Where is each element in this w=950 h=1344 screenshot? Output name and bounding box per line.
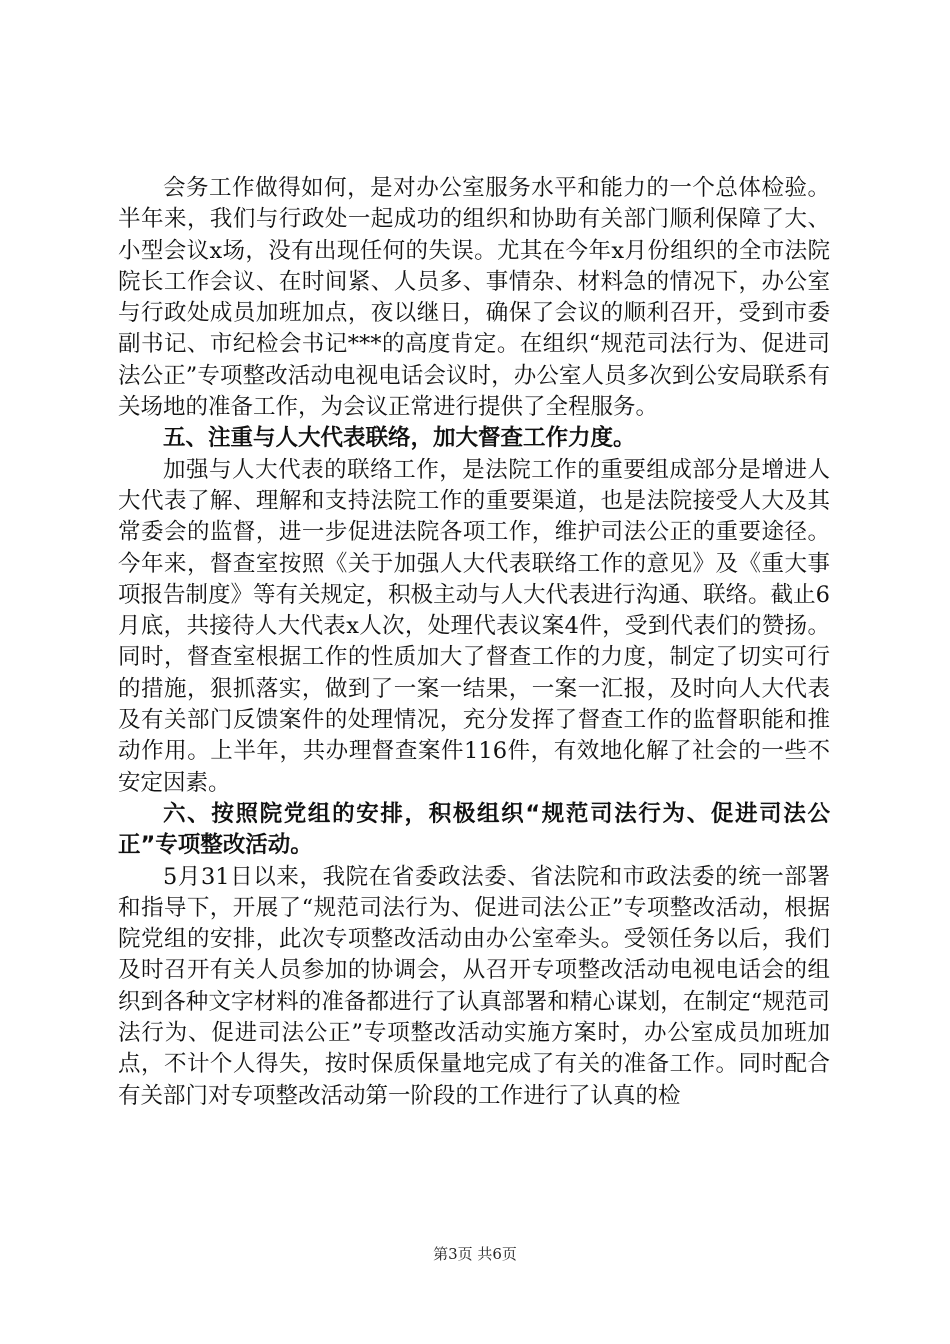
paragraph-rectification-campaign: 5月31日以来，我院在省委政法委、省法院和市政法委的统一部署和指导下，开展了“规范司法行为、促进司法公正”专项整改活动，根据院党组的安排，此次专项整改活动由办公室牵头。受领任务以后，我们及时召开有关人员参加的协调会，从召开专项整改活动电视电话会的组织到各种文字材料的准备都进行了认真部署和精心谋划，在制定“规范司法行为、促进司法公正”专项整改活动实施方案时，办公室成员加班加点，不计个人得失，按时保质保量地完成了有关的准备工作。同时配合有关部门对专项整改活动第一阶段的工作进行了认真的检 [118,863,830,1109]
paragraph-meeting-services: 会务工作做得如何，是对办公室服务水平和能力的一个总体检验。半年来，我们与行政处一起成功的组织和协助有关部门顺利保障了大、小型会议x场，没有出现任何的失误。尤其在今年x月份组织的全市法院院长工作会议、在时间紧、人员多、事情杂、材料急的情况下，办公室与行政处成员加班加点，夜以继日，确保了会议的顺利召开，受到市委副书记、市纪检会书记***的高度肯定。在组织“规范司法行为、促进司法公正”专项整改活动电视电话会议时，办公室人员多次到公安局联系有关场地的准备工作，为会议正常进行提供了全程服务。 [118,175,830,421]
section-heading-five: 五、注重与人大代表联络，加大督查工作力度。 [163,425,636,452]
document-body [118,173,830,1112]
section-heading-six: 六、按照院党组的安排，积极组织“规范司法行为、促进司法公正”专项整改活动。 [118,800,830,859]
page-number-footer: 第3页 共6页 [433,1245,517,1263]
paragraph-npc-liaison: 加强与人大代表的联络工作，是法院工作的重要组成部分是增进人大代表了解、理解和支持法院工作的重要渠道，也是法院接受人大及其常委会的监督，进一步促进法院各项工作，维护司法公正的重要途径。今年来，督查室按照《关于加强人大代表联络工作的意见》及《重大事项报告制度》等有关规定，积极主动与人大代表进行沟通、联络。截止6月底，共接待人大代表x人次，处理代表议案4件，受到代表们的赞扬。同时，督查室根据工作的性质加大了督查工作的力度，制定了切实可行的措施，狠抓落实，做到了一案一结果，一案一汇报，及时向人大代表及有关部门反馈案件的处理情况，充分发挥了督查工作的监督职能和推动作用。上半年，共办理督查案件116件，有效地化解了社会的一些不安定因素。 [118,456,830,796]
